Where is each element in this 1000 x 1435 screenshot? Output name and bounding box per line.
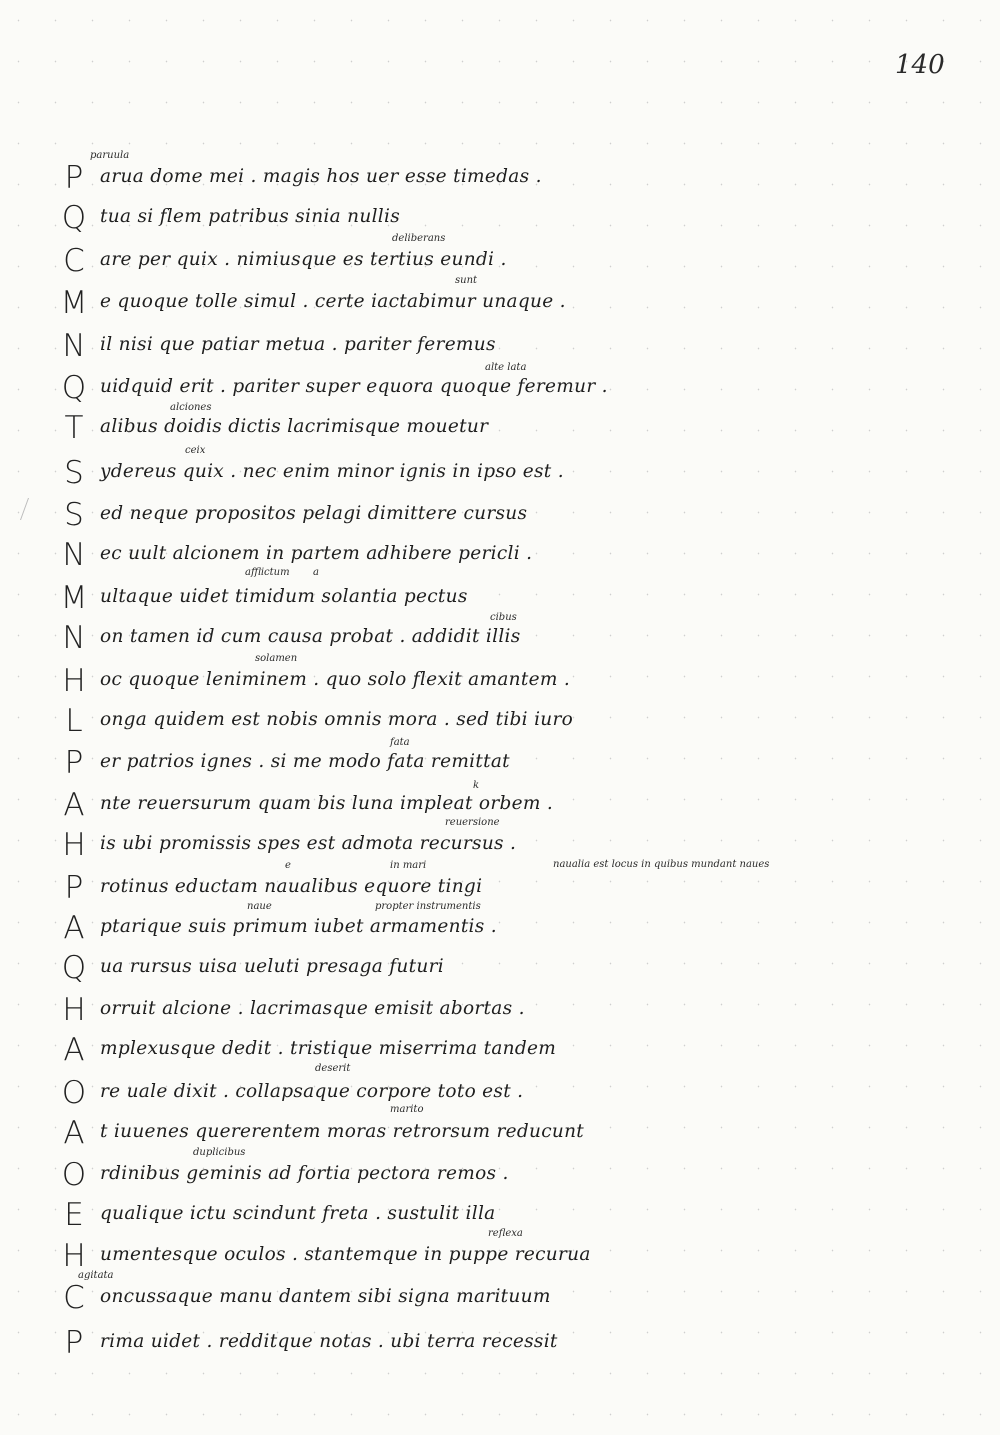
initial-letter: M <box>60 285 88 321</box>
verse-text: mplexusque dedit . tristique miserrima tandem <box>100 1038 557 1059</box>
margin-stroke <box>20 498 47 520</box>
initial-letter: M <box>60 580 88 616</box>
initial-letter: A <box>63 787 85 823</box>
interlinear-gloss: afflictum <box>245 567 290 578</box>
verse-text: ed neque propositos pelagi dimittere cursus <box>100 503 528 524</box>
verse-line <box>60 410 580 450</box>
verse-text: ydereus quix . nec enim minor ignis in ipso est . <box>100 461 564 482</box>
initial-letter: S <box>64 455 84 491</box>
verse-line <box>60 992 580 1032</box>
initial-letter: A <box>63 1115 85 1151</box>
interlinear-gloss: alte lata <box>485 362 527 373</box>
interlinear-gloss: propter instrumentis <box>375 901 481 912</box>
marginal-note: naualia est locus in quibus mundant naues <box>553 859 770 870</box>
verse-line <box>60 1325 580 1365</box>
initial-letter: Q <box>61 370 87 406</box>
initial-letter: H <box>62 992 86 1028</box>
interlinear-gloss: reflexa <box>488 1228 523 1239</box>
interlinear-gloss: k <box>473 780 480 791</box>
initial-letter: Q <box>61 950 87 986</box>
verse-text: e quoque tolle simul . certe iactabimur unaque . <box>100 291 566 312</box>
verse-text: rotinus eductam naualibus equore tingi <box>100 876 483 897</box>
initial-letter: L <box>65 703 83 739</box>
interlinear-gloss: fata <box>390 737 410 748</box>
initial-letter: H <box>62 1238 86 1274</box>
interlinear-gloss: paruula <box>90 150 130 161</box>
verse-text: is ubi promissis spes est admota recursus . <box>100 833 517 854</box>
verse-line <box>60 497 580 537</box>
verse-text: t iuuenes quererentem moras retrorsum reducunt <box>100 1121 585 1142</box>
verse-text: rdinibus geminis ad fortia pectora remos . <box>100 1163 509 1184</box>
verse-line <box>60 370 608 410</box>
verse-line <box>60 200 580 240</box>
initial-letter: C <box>63 243 85 279</box>
interlinear-gloss: naue <box>247 901 272 912</box>
verse-text: nte reuersurum quam bis luna impleat orbem . <box>100 793 554 814</box>
verse-text: qualique ictu scindunt freta . sustulit illa <box>100 1203 496 1224</box>
initial-letter: S <box>64 497 84 533</box>
verse-line <box>60 663 580 703</box>
interlinear-gloss: agitata <box>78 1270 114 1281</box>
interlinear-gloss: alciones <box>170 402 212 413</box>
verse-line <box>60 243 580 283</box>
verse-text: er patrios ignes . si me modo fata remittat <box>100 751 510 772</box>
interlinear-gloss: sunt <box>455 275 478 286</box>
initial-letter: O <box>61 1075 87 1111</box>
verse-line <box>60 537 580 577</box>
verse-text: arua dome mei . magis hos uer esse timedas . <box>100 166 542 187</box>
initial-letter: H <box>62 827 86 863</box>
interlinear-gloss: in mari <box>390 860 427 871</box>
verse-line <box>60 787 580 827</box>
verse-text: ec uult alcionem in partem adhibere pericli . <box>100 543 533 564</box>
verse-text: alibus doidis dictis lacrimisque mouetur <box>100 416 489 437</box>
verse-line <box>60 1280 580 1320</box>
verse-text: uidquid erit . pariter super equora quoque feremur . <box>100 376 608 397</box>
verse-text: oc quoque leniminem . quo solo flexit amantem . <box>100 669 571 690</box>
verse-text: umentesque oculos . stantemque in puppe recurua <box>100 1244 591 1265</box>
verse-text: ua rursus uisa ueluti presaga futuri <box>100 956 444 977</box>
initial-letter: O <box>61 1157 87 1193</box>
verse-text: re uale dixit . collapsaque corpore toto est . <box>100 1081 524 1102</box>
interlinear-gloss: a <box>313 567 319 578</box>
verse-text: are per quix . nimiusque es tertius eundi . <box>100 249 507 270</box>
initial-letter: N <box>62 328 86 364</box>
interlinear-gloss: solamen <box>255 653 298 664</box>
verse-line <box>60 745 580 785</box>
verse-line <box>60 455 580 495</box>
verse-text: tua si flem patribus sinia nullis <box>100 206 401 227</box>
verse-text: onga quidem est nobis omnis mora . sed tibi iuro <box>100 709 574 730</box>
initial-letter: Q <box>61 200 87 236</box>
interlinear-gloss: reuersione <box>445 817 500 828</box>
initial-letter: C <box>63 1280 85 1316</box>
interlinear-gloss: ceix <box>185 445 206 456</box>
interlinear-gloss: cibus <box>490 612 517 623</box>
initial-letter: P <box>64 870 84 906</box>
verse-line <box>60 827 580 867</box>
verse-text: il nisi que patiar metua . pariter feremus <box>100 334 496 355</box>
initial-letter: N <box>62 620 86 656</box>
verse-text: ptarique suis primum iubet armamentis . <box>100 916 497 937</box>
interlinear-gloss: duplicibus <box>193 1147 246 1158</box>
interlinear-gloss: deserit <box>315 1063 351 1074</box>
initial-letter: E <box>64 1197 84 1233</box>
verse-line <box>60 1075 580 1115</box>
verse-line <box>60 910 580 950</box>
initial-letter: A <box>63 1032 85 1068</box>
verse-text: ultaque uidet timidum solantia pectus <box>100 586 468 607</box>
verse-text: orruit alcione . lacrimasque emisit abortas . <box>100 998 525 1019</box>
verse-line <box>60 703 580 743</box>
initial-letter: P <box>64 745 84 781</box>
interlinear-gloss: e <box>285 860 291 871</box>
initial-letter: A <box>63 910 85 946</box>
interlinear-gloss: deliberans <box>392 233 446 244</box>
initial-letter: H <box>62 663 86 699</box>
initial-letter: P <box>64 1325 84 1361</box>
verse-text: on tamen id cum causa probat . addidit illis <box>100 626 521 647</box>
initial-letter: P <box>64 160 84 196</box>
interlinear-gloss: marito <box>390 1104 424 1115</box>
initial-letter: N <box>62 537 86 573</box>
verse-line <box>60 950 580 990</box>
verse-line <box>60 1157 580 1197</box>
folio-number: 140 <box>895 50 945 80</box>
initial-letter: T <box>64 410 84 446</box>
verse-text: rima uidet . redditque notas . ubi terra recessit <box>100 1331 558 1352</box>
verse-line <box>60 160 580 200</box>
verse-line <box>60 1238 591 1278</box>
verse-text: oncussaque manu dantem sibi signa marituum <box>100 1286 551 1307</box>
verse-line <box>60 285 580 325</box>
verse-line <box>60 620 580 660</box>
verse-line <box>60 870 580 910</box>
verse-line <box>60 1115 585 1155</box>
